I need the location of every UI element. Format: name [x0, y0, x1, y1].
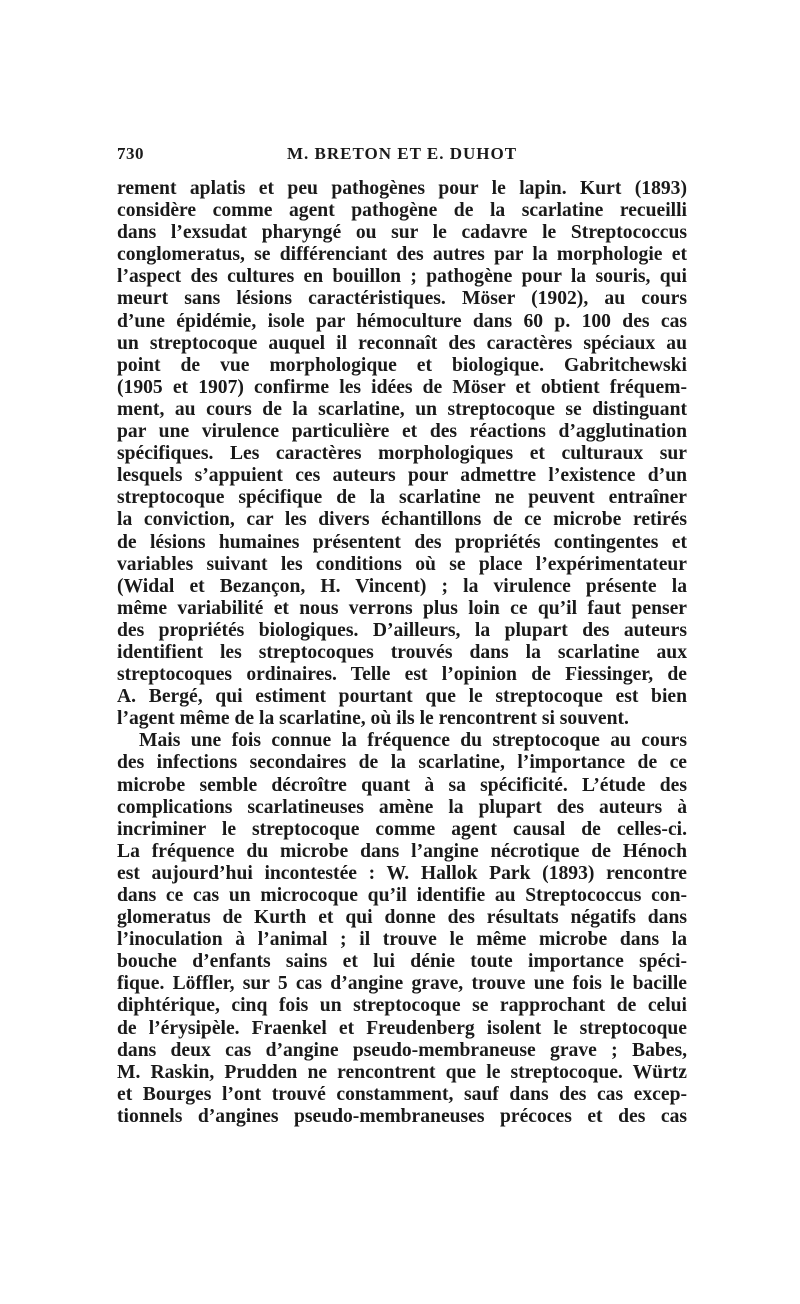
text-line: d’une épidémie, isole par hémoculture dans 60 p. 100 des cas: [117, 310, 687, 332]
text-line: identifient les streptocoques trouvés dans la scarlatine aux: [117, 641, 687, 663]
text-line: (1905 et 1907) confirme les idées de Möser et obtient fréquem-: [117, 376, 687, 398]
text-line-paragraph-end: l’agent même de la scarlatine, où ils le rencontrent si souvent.: [117, 708, 629, 730]
page-number: 730: [117, 144, 144, 163]
text-line: l’inoculation à l’animal ; il trouve le même microbe dans la: [117, 929, 687, 951]
text-line: (Widal et Bezançon, H. Vincent) ; la virulence présente la: [117, 575, 687, 597]
text-line: glomeratus de Kurth et qui donne des résultats négatifs dans: [117, 907, 687, 929]
text-line: meurt sans lésions caractéristiques. Möser (1902), au cours: [117, 288, 687, 310]
text-line: streptocoques ordinaires. Telle est l’opinion de Fiessinger, de: [117, 664, 687, 686]
text-line: la conviction, car les divers échantillons de ce microbe retirés: [117, 509, 687, 531]
text-line: fique. Löffler, sur 5 cas d’angine grave, trouve une fois le bacille: [117, 973, 687, 995]
text-line: de l’érysipèle. Fraenkel et Freudenberg isolent le streptocoque: [117, 1017, 687, 1039]
text-line: l’aspect des cultures en bouillon ; pathogène pour la souris, qui: [117, 266, 687, 288]
text-line: dans l’exsudat pharyngé ou sur le cadavre le Streptococcus: [117, 222, 687, 244]
text-line: dans deux cas d’angine pseudo-membraneuse grave ; Babes,: [117, 1039, 687, 1061]
text-line: M. Raskin, Prudden ne rencontrent que le streptocoque. Würtz: [117, 1061, 687, 1083]
text-line: incriminer le streptocoque comme agent causal de celles-ci.: [117, 818, 687, 840]
text-line: des infections secondaires de la scarlatine, l’importance de ce: [117, 752, 687, 774]
page-header: [117, 144, 687, 170]
text-line: streptocoque spécifique de la scarlatine ne peuvent entraîner: [117, 487, 687, 509]
text-line: A. Bergé, qui estiment pourtant que le streptocoque est bien: [117, 686, 687, 708]
text-line: microbe semble décroître quant à sa spécificité. L’étude des: [117, 774, 687, 796]
text-line: un streptocoque auquel il reconnaît des caractères spéciaux au: [117, 332, 687, 354]
text-line: par une virulence particulière et des réactions d’agglutination: [117, 421, 687, 443]
text-line: rement aplatis et peu pathogènes pour le lapin. Kurt (1893): [117, 178, 687, 199]
text-line: La fréquence du microbe dans l’angine nécrotique de Hénoch: [117, 840, 687, 862]
body-text: [117, 178, 687, 1128]
text-line: ment, au cours de la scarlatine, un streptocoque se distinguant: [117, 398, 687, 420]
text-line: de lésions humaines présentent des propriétés contingentes et: [117, 531, 687, 553]
text-line: tionnels d’angines pseudo-membraneuses précoces et des cas: [117, 1105, 687, 1127]
text-line: et Bourges l’ont trouvé constamment, sauf dans des cas excep-: [117, 1083, 687, 1105]
text-line: complications scarlatineuses amène la plupart des auteurs à: [117, 796, 687, 818]
text-line: diphtérique, cinq fois un streptocoque se rapprochant de celui: [117, 995, 687, 1017]
text-line: conglomeratus, se différenciant des autres par la morphologie et: [117, 244, 687, 266]
text-line: dans ce cas un microcoque qu’il identifie au Streptococcus con-: [117, 885, 687, 906]
text-line: bouche d’enfants sains et lui dénie toute importance spéci-: [117, 951, 687, 973]
text-line: est aujourd’hui incontestée : W. Hallok Park (1893) rencontre: [117, 862, 687, 884]
running-head: M. BRETON ET E. DUHOT: [286, 144, 518, 163]
text-line-paragraph-start: Mais une fois connue la fréquence du streptocoque au cours: [139, 730, 687, 752]
text-line: considère comme agent pathogène de la scarlatine recueilli: [117, 200, 687, 222]
text-line: variables suivant les conditions où se place l’expérimentateur: [117, 553, 687, 575]
text-line: spécifiques. Les caractères morphologiques et culturaux sur: [117, 443, 687, 465]
text-line: point de vue morphologique et biologique. Gabritchewski: [117, 354, 687, 376]
text-line: même variabilité et nous verrons plus loin ce qu’il faut penser: [117, 597, 687, 619]
text-line: lesquels s’appuient ces auteurs pour admettre l’existence d’un: [117, 465, 687, 487]
text-line: des propriétés biologiques. D’ailleurs, la plupart des auteurs: [117, 619, 687, 641]
